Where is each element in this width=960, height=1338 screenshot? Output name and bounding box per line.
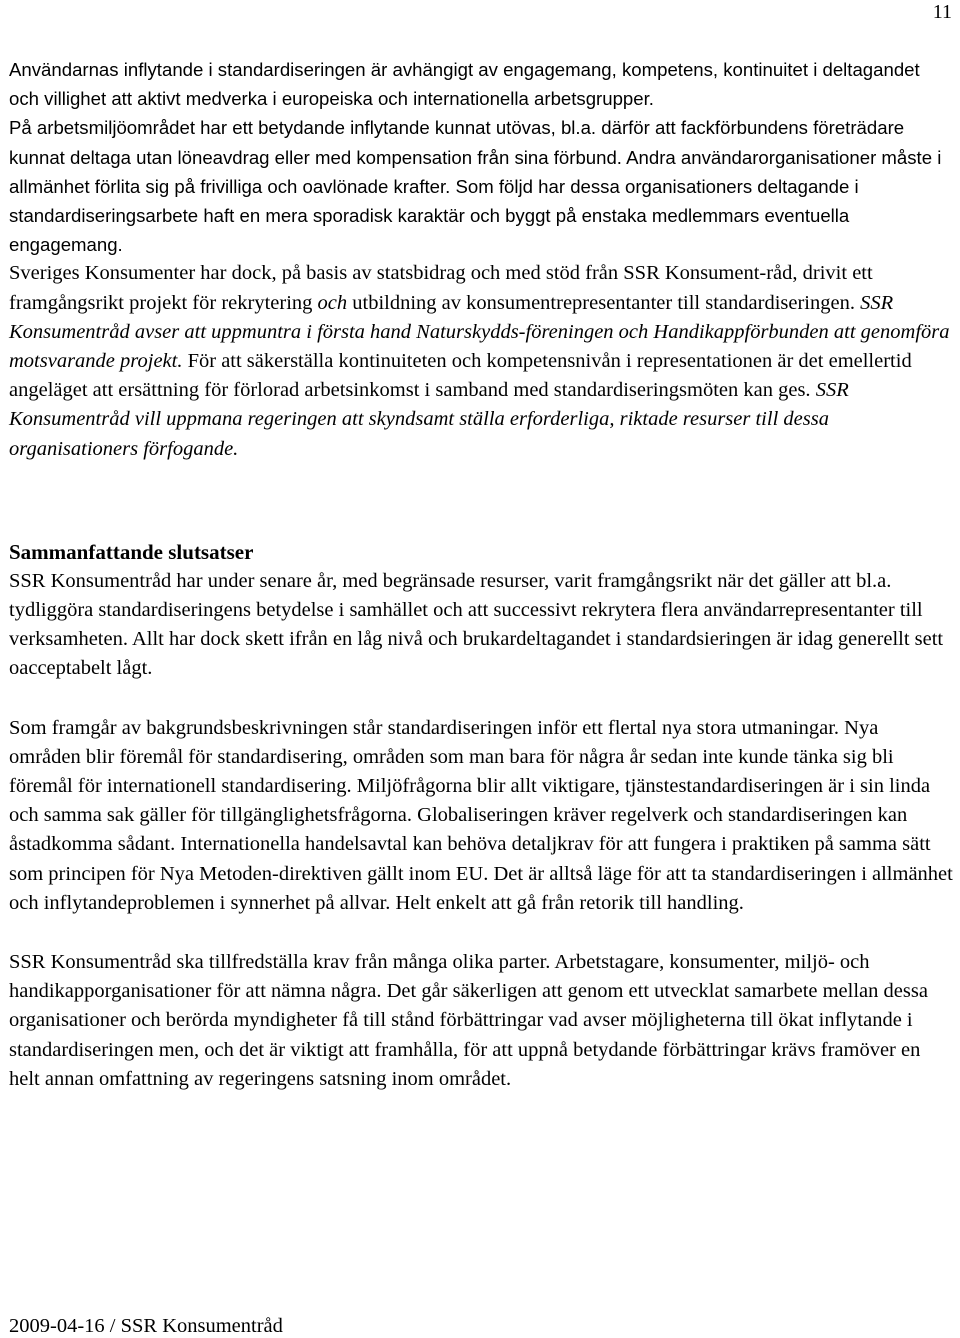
page-number: 11 — [932, 1, 952, 23]
conclusion-paragraph-2: Som framgår av bakgrundsbeskrivningen står standardiseringen inför ett flertal nya stora utmaningar. Nya områden blir föremål för standardisering, områden som man bara för några år sedan inte kunde tänka sig bli föremål för internationell standardisering. Miljöfrågorna blir allt viktigare, tjänstestandardiseringen är i sin linda och samma sak gäller för tillgänglighetsfrågorna. Globaliseringen kräver regelverk och standardiseringen kan åstadkomma sådant. Internationella handelsavtal kan behöva detaljkrav för att fungera i praktiken på samma sätt som principen för Nya Metoden-direktiven gällt inom EU. Det är alltså läge för att ta standardiseringen i allmänhet och inflytandeproblemen i synnerhet på allvar. Helt enkelt att gå från retorik till handling. — [9, 716, 953, 914]
intro-italic-och: och — [317, 291, 348, 314]
intro-italic-recommendation-1: SSR Konsumentråd avser att uppmuntra i första hand Naturskydds-föreningen och Handikappförbunden att genomföra motsvarande projekt. — [9, 291, 950, 373]
intro-paragraph-1: Användarnas inflytande i standardiseringen är avhängigt av engagemang, kompetens, kontinuitet i deltagandet och villighet att aktivt medverka i europeiska och internationella arbetsgrupper. — [9, 59, 920, 110]
section-heading: Sammanfattande slutsatser — [9, 539, 254, 564]
intro-paragraph-3 — [9, 259, 954, 463]
intro-text-2: utbildning av konsumentrepresentanter till standardiseringen. — [347, 291, 861, 314]
intro-text-1: Sveriges Konsumenter har dock, på basis av statsbidrag och med stöd från SSR Konsument-råd, drivit ett framgångsrikt projekt för rekrytering — [9, 262, 873, 314]
document-body — [9, 55, 954, 1094]
conclusion-paragraph-3: SSR Konsumentråd ska tillfredställa krav från många olika parter. Arbetstagare, konsumenter, miljö- och handikapporganisationer för att nämna några. Det går säkerligen att genom ett utvecklat samarbete mellan dessa organisationer och berörda myndigheter få till stånd förbättringar vad avser möjligheterna till ökat inflytande i standardiseringen men, och det är viktigt att framhålla, för att uppnå betydande förbättringar krävs framöver en helt annan omfattning av regeringens satsning inom området. — [9, 951, 928, 1090]
intro-paragraph-2: På arbetsmiljöområdet har ett betydande inflytande kunnat utövas, bl.a. därför att fackförbundens företrädare kunnat deltaga utan löneavdrag eller med kompensation från sina förbund. Andra användarorganisationer måste i allmänhet förlita sig på frivilliga och oavlönade krafter. Som följd har dessa organisationers deltagande i standardiseringsarbete haft en mera sporadisk karaktär och byggt på enstaka medlemmars eventuella engagemang. — [9, 117, 942, 256]
conclusion-paragraph-1: SSR Konsumentråd har under senare år, med begränsade resurser, varit framgångsrikt när det gäller att bl.a. tydliggöra standardiseringens betydelse i samhället och att successivt rekrytera flera användarrepresentanter till verksamheten. Allt har dock skett ifrån en låg nivå och brukardeltagandet i standardsieringen är idag generellt sett oacceptabelt lågt. — [9, 569, 944, 680]
intro-text-3: För att säkerställa kontinuiteten och kompetensnivån i representationen är det emellertid angeläget att ersättning för förlorad arbetsinkomst i samband med standardiseringsmöten kan ges. — [9, 350, 912, 402]
intro-italic-recommendation-2: SSR Konsumentråd vill uppmana regeringen att skyndsamt ställa erforderliga, riktade resurser till dessa organisationers förfogande. — [9, 379, 849, 460]
page-footer: 2009-04-16 / SSR Konsumentråd — [9, 1315, 283, 1337]
